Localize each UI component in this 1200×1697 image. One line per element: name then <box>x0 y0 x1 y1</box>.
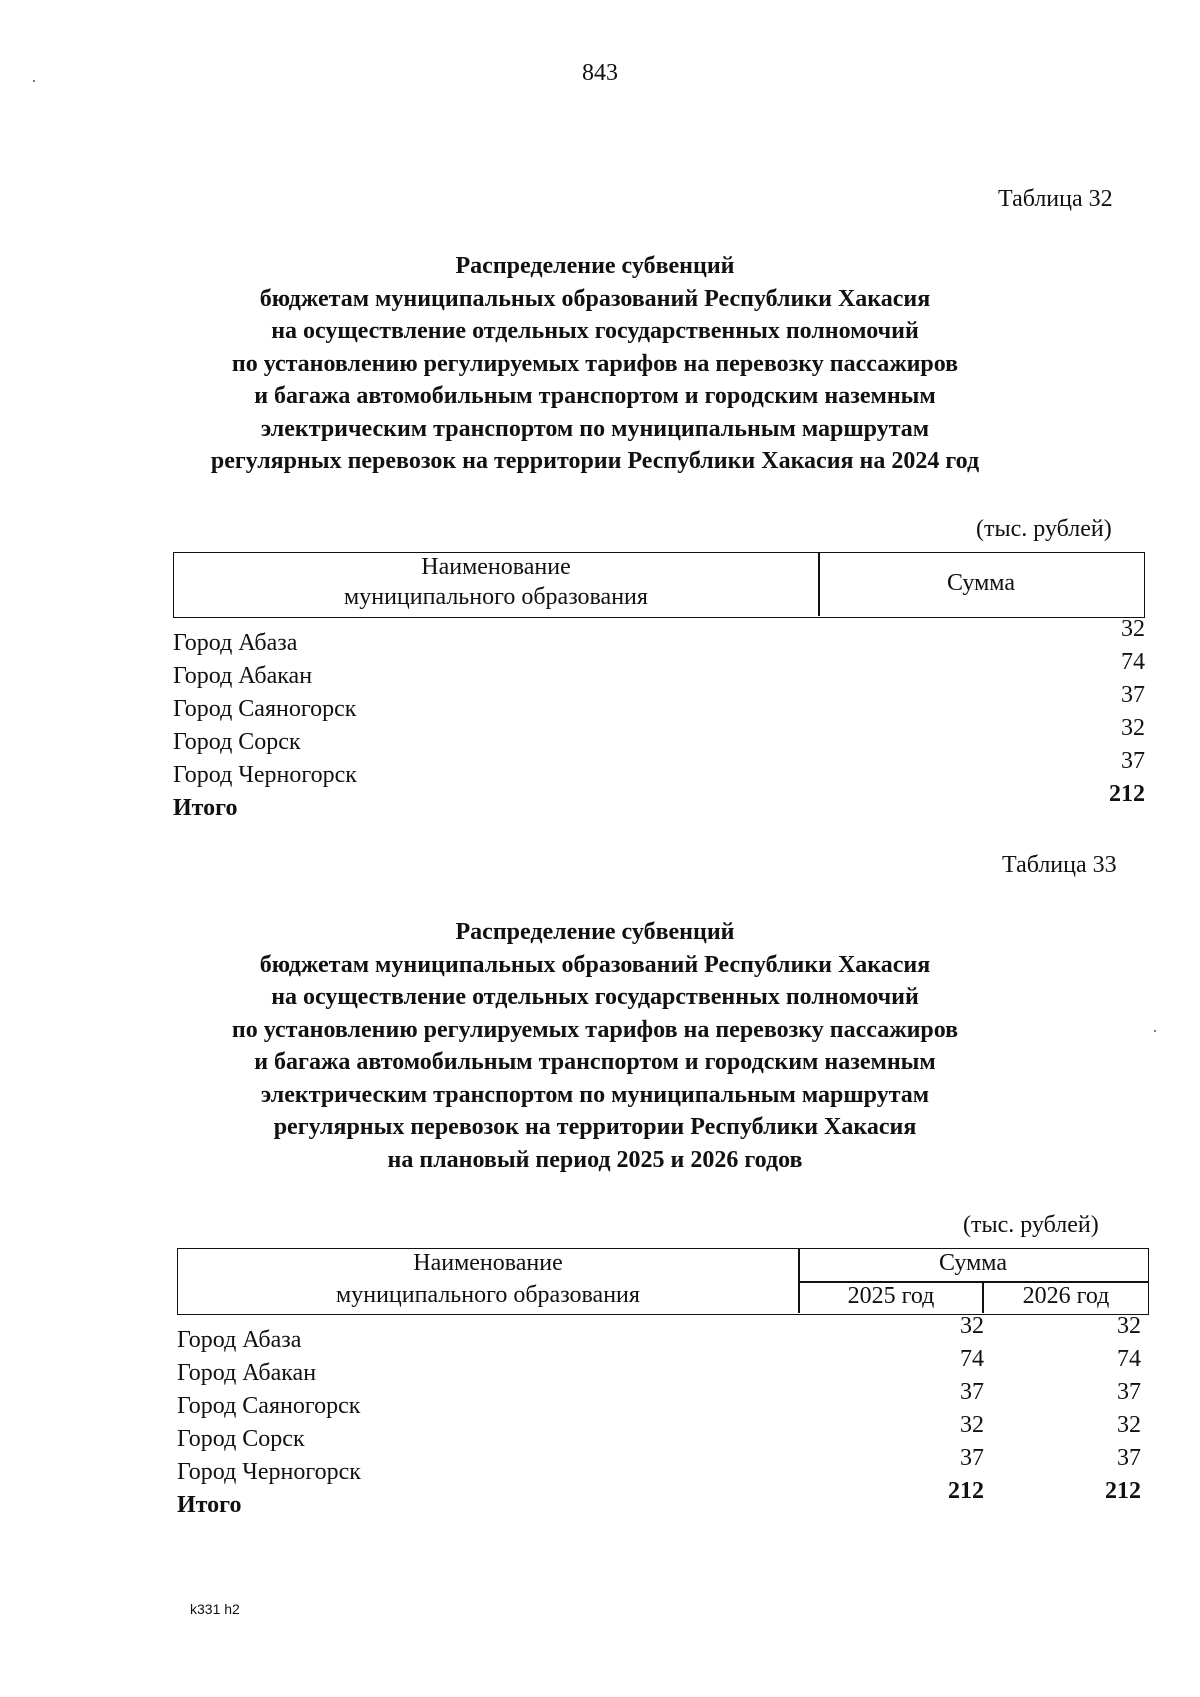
page-number: 843 <box>582 60 618 86</box>
table-row <box>173 715 1145 756</box>
table-row <box>173 649 1145 690</box>
heading-line: регулярных перевозок на территории Республики Хакасия <box>273 1114 917 1140</box>
heading-line: электрическим транспортом по муниципальным маршрутам <box>260 1081 930 1108</box>
row-2025: 32 <box>960 1313 984 1339</box>
row-name: Город Черногорск <box>173 762 357 788</box>
header-name-line1: Наименование <box>413 1250 563 1276</box>
table-row <box>177 1346 1149 1387</box>
table-33-body <box>177 1313 1149 1519</box>
row-sum: 37 <box>1121 682 1145 708</box>
heading-line: и багажа автомобильным транспортом и городским наземным <box>254 1049 936 1075</box>
row-2026: 212 <box>1105 1478 1141 1504</box>
row-name: Город Саяногорск <box>177 1393 361 1419</box>
row-2025: 37 <box>960 1445 984 1471</box>
row-name: Город Сорск <box>173 729 301 755</box>
table-row <box>177 1445 1149 1486</box>
heading-line: на плановый период 2025 и 2026 годов <box>387 1146 803 1173</box>
header-name-line2: муниципального образования <box>336 1282 640 1308</box>
table-row <box>177 1412 1149 1453</box>
row-name: Город Абаза <box>173 630 298 656</box>
row-sum: 32 <box>1121 715 1145 741</box>
table-row <box>173 748 1145 789</box>
heading-line: регулярных перевозок на территории Республики Хакасия на 2024 год <box>210 448 980 474</box>
row-name: Город Абакан <box>173 663 313 689</box>
row-2026: 74 <box>1117 1346 1141 1372</box>
heading-line: на осуществление отдельных государственных полномочий <box>271 318 919 344</box>
table-33-header <box>177 1248 1149 1315</box>
table-row <box>177 1379 1149 1420</box>
heading-line: Распределение субвенций <box>455 253 735 279</box>
row-2025: 37 <box>960 1379 984 1405</box>
footer-code: k331 h2 <box>190 1601 240 1617</box>
table-row <box>173 682 1145 723</box>
scan-speck <box>33 80 35 82</box>
header-name-line1: Наименование <box>421 554 571 580</box>
row-name: Город Черногорск <box>177 1459 361 1485</box>
table-33-units: (тыс. рублей) <box>963 1212 1099 1238</box>
row-2025: 74 <box>960 1346 984 1372</box>
table-32-header <box>173 552 1145 618</box>
row-name: Итого <box>173 795 238 821</box>
row-name: Город Абаза <box>177 1327 302 1353</box>
header-2026: 2026 год <box>1022 1283 1110 1309</box>
row-name: Город Саяногорск <box>173 696 357 722</box>
row-2025: 32 <box>960 1412 984 1438</box>
header-sum: Сумма <box>947 570 1015 596</box>
header-name-line2: муниципального образования <box>344 584 648 610</box>
heading-line: электрическим транспортом по муниципальным маршрутам <box>260 415 930 442</box>
heading-line: на осуществление отдельных государственных полномочий <box>271 984 919 1010</box>
header-2025: 2025 год <box>847 1283 935 1309</box>
table-33-label: Таблица 33 <box>1002 852 1117 878</box>
heading-line: и багажа автомобильным транспортом и городским наземным <box>254 383 936 409</box>
table-32-heading <box>130 250 1060 478</box>
row-2026: 37 <box>1117 1445 1141 1471</box>
table-32-units: (тыс. рублей) <box>976 516 1112 542</box>
table-32-body <box>173 616 1145 822</box>
row-name: Итого <box>177 1492 242 1518</box>
heading-line: по установлению регулируемых тарифов на перевозку пассажиров <box>231 350 959 377</box>
row-sum: 74 <box>1121 649 1145 675</box>
table-row <box>173 616 1145 657</box>
scan-speck <box>1154 1030 1156 1032</box>
row-sum: 37 <box>1121 748 1145 774</box>
table-33-heading <box>130 916 1060 1176</box>
table-row <box>177 1313 1149 1354</box>
row-sum: 212 <box>1109 781 1145 807</box>
header-sum: Сумма <box>939 1250 1007 1276</box>
heading-line: по установлению регулируемых тарифов на перевозку пассажиров <box>231 1016 959 1043</box>
row-name: Город Абакан <box>177 1360 317 1386</box>
table-32-label: Таблица 32 <box>998 186 1113 212</box>
row-sum: 32 <box>1121 616 1145 642</box>
heading-line: Распределение субвенций <box>455 919 735 945</box>
row-name: Город Сорск <box>177 1426 305 1452</box>
row-2026: 32 <box>1117 1412 1141 1438</box>
row-2026: 37 <box>1117 1379 1141 1405</box>
row-2025: 212 <box>948 1478 984 1504</box>
heading-line: бюджетам муниципальных образований Республики Хакасия <box>259 285 931 312</box>
table-row-total <box>173 781 1145 822</box>
table-row-total <box>177 1478 1149 1519</box>
heading-line: бюджетам муниципальных образований Республики Хакасия <box>259 951 931 978</box>
row-2026: 32 <box>1117 1313 1141 1339</box>
